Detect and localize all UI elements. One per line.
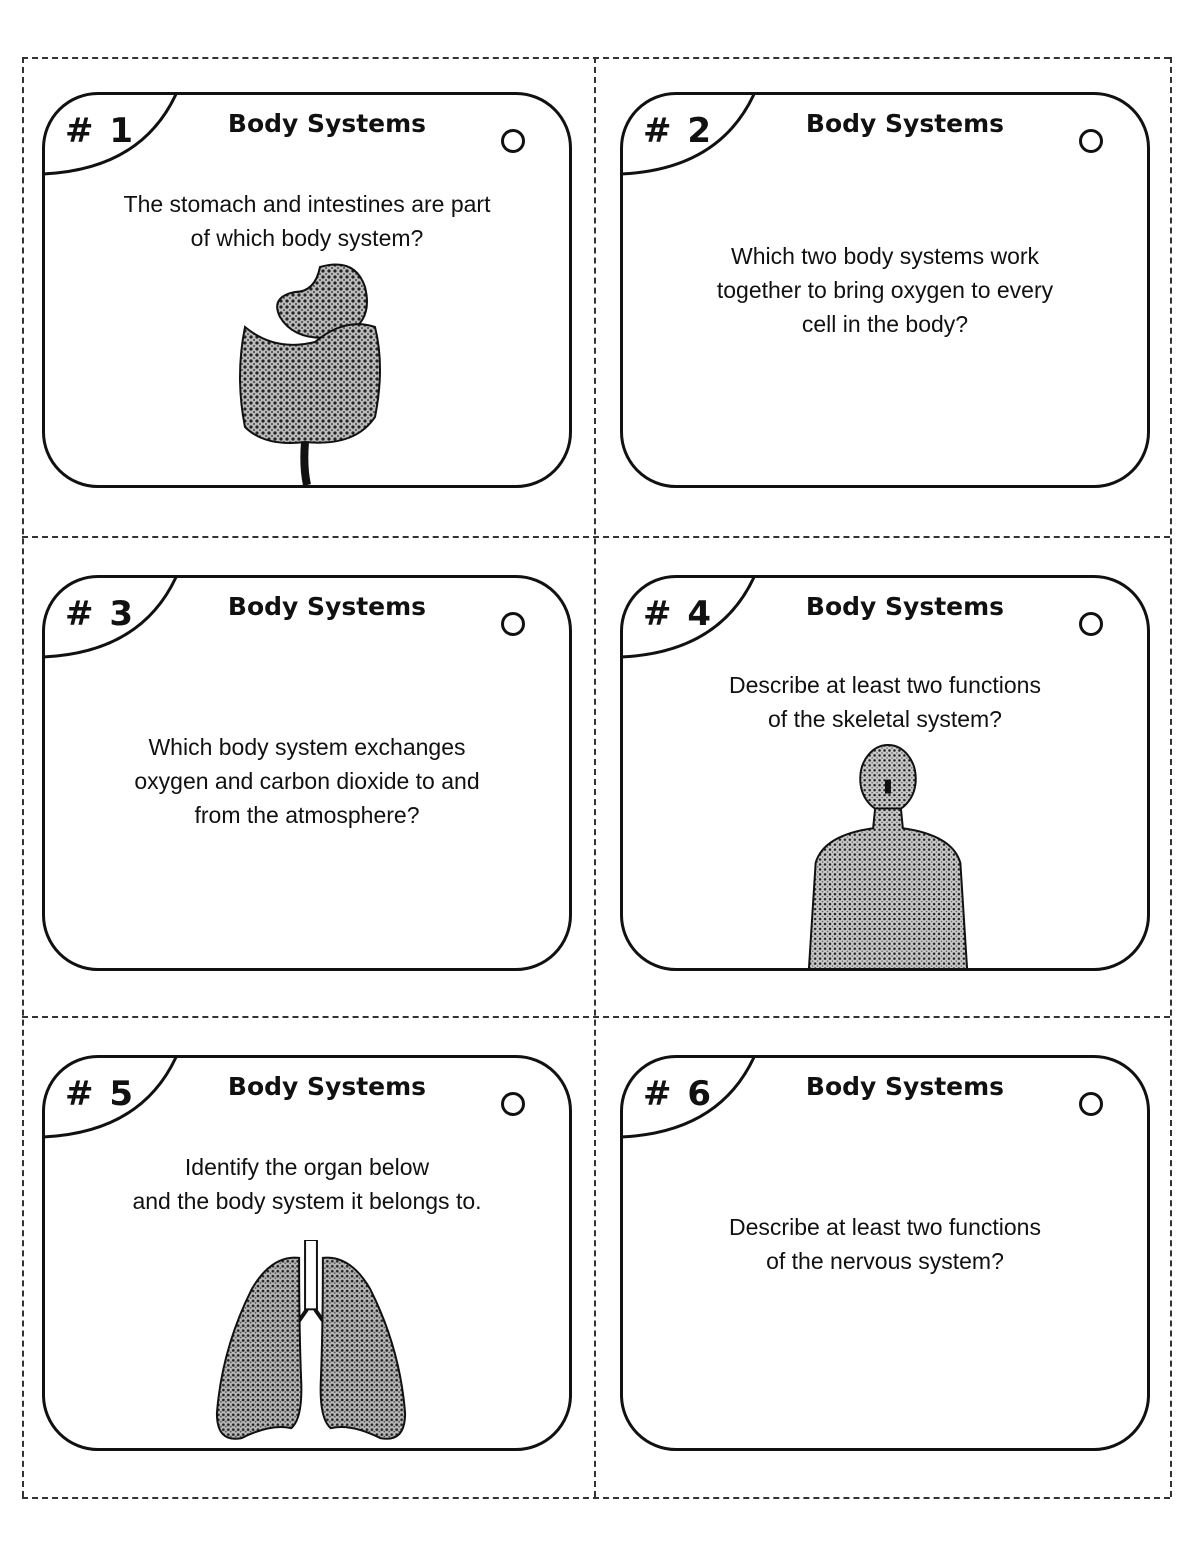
cut-line-center: [594, 57, 596, 1497]
card-question: Which two body systems work together to bring oxygen to every cell in the body?: [716, 243, 1054, 337]
card-title: Body Systems: [805, 1072, 1005, 1101]
card-number: # 1: [65, 111, 135, 151]
card-number: # 6: [643, 1074, 713, 1114]
cut-line-middle-1: [22, 536, 1170, 538]
card-title: Body Systems: [227, 109, 427, 138]
punch-hole-icon: [501, 612, 525, 636]
card-question: Identify the organ below and the body system it belongs to.: [132, 1154, 482, 1214]
card-title: Body Systems: [227, 1072, 427, 1101]
cut-line-middle-2: [22, 1016, 1170, 1018]
punch-hole-icon: [1079, 612, 1103, 636]
task-card-2: [620, 92, 1150, 488]
task-card-4: [620, 575, 1150, 971]
punch-hole-icon: [1079, 129, 1103, 153]
card-number: # 2: [643, 111, 713, 151]
card-number: # 5: [65, 1074, 135, 1114]
card-question: Which body system exchanges oxygen and carbon dioxide to and from the atmosphere?: [134, 734, 480, 828]
punch-hole-icon: [1079, 1092, 1103, 1116]
cut-line-top: [22, 57, 1170, 59]
card-question: The stomach and intestines are part of which body system?: [123, 191, 491, 251]
cut-line-bottom: [22, 1497, 1170, 1499]
punch-hole-icon: [501, 1092, 525, 1116]
lungs-icon: [211, 1240, 411, 1448]
card-title: Body Systems: [805, 592, 1005, 621]
card-number: # 3: [65, 594, 135, 634]
task-card-3: [42, 575, 572, 971]
digestive-system-icon: [225, 257, 395, 487]
task-card-5: [42, 1055, 572, 1451]
cut-line-left: [22, 57, 24, 1497]
task-card-6: [620, 1055, 1150, 1451]
card-question: Describe at least two functions of the skeletal system?: [729, 672, 1041, 732]
card-number: # 4: [643, 594, 713, 634]
card-title: Body Systems: [227, 592, 427, 621]
card-question: Describe at least two functions of the nervous system?: [729, 1214, 1041, 1274]
punch-hole-icon: [501, 129, 525, 153]
cut-line-right: [1170, 57, 1172, 1497]
task-card-1: [42, 92, 572, 488]
card-title: Body Systems: [805, 109, 1005, 138]
skeleton-icon: [803, 744, 973, 971]
